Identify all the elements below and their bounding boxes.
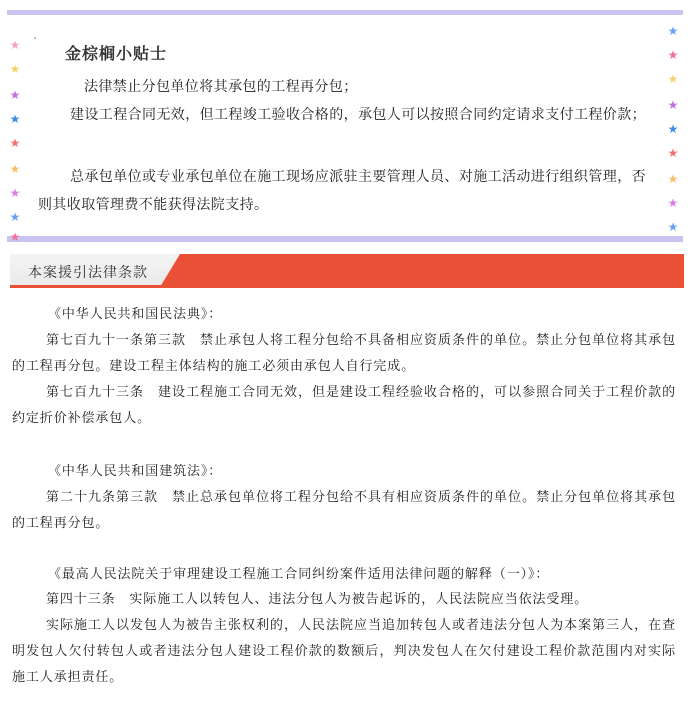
star-icon: ★ (667, 196, 679, 210)
star-icon: ★ (667, 98, 679, 112)
star-icon: ★ (667, 122, 679, 136)
section-header-underline (10, 285, 684, 288)
law-article: 实际施工人以发包人为被告主张权利的，人民法院应当追加转包人或者违法分包人为本案第三人，在查明发包人欠付转包人或者违法分包人建设工程价款的数额后，判决发包人在欠付建设工程价款范围内对实际施工人承担责任。 (12, 618, 676, 685)
tips-paragraph: 建设工程合同无效，但工程竣工验收合格的，承包人可以按照合同约定请求支付工程价款； (70, 107, 646, 123)
tips-box (7, 10, 683, 242)
star-border-right (667, 19, 681, 236)
star-icon: ★ (9, 162, 21, 176)
tips-title: 金棕榈小贴士 (65, 44, 168, 63)
star-icon: ★ (667, 24, 679, 38)
star-icon: ★ (9, 112, 21, 126)
law-article: 第七百九十三条 建设工程施工合同无效，但是建设工程经验收合格的，可以参照合同关于工程价款的约定折价补偿承包人。 (12, 385, 676, 426)
star-icon: ★ (9, 38, 21, 52)
star-icon: ★ (9, 62, 21, 76)
law-article: 第七百九十一条第三款 禁止承包人将工程分包给不具备相应资质条件的单位。禁止分包单位将其承包的工程再分包。建设工程主体结构的施工必须由承包人自行完成。 (12, 333, 676, 374)
tips-paragraph: 法律禁止分包单位将其承包的工程再分包； (84, 79, 358, 95)
law-article: 第二十九条第三款 禁止总承包单位将工程分包给不具有相应资质条件的单位。禁止分包单位将其承包的工程再分包。 (12, 490, 676, 531)
star-icon: ★ (9, 210, 21, 224)
law-source: 《最高人民法院关于审理建设工程施工合同纠纷案件适用法律问题的解释（一）》： (48, 567, 550, 582)
section-header-accent (160, 254, 684, 287)
tick-mark: ˋ (33, 37, 38, 48)
star-icon: ★ (667, 172, 679, 186)
star-icon: ★ (9, 88, 21, 102)
star-icon: ★ (667, 72, 679, 86)
star-icon: ★ (9, 186, 21, 200)
star-icon: ★ (9, 136, 21, 150)
law-source: 《中华人民共和国民法典》： (48, 307, 223, 322)
tips-paragraph: 总承包单位或专业承包单位在施工现场应派驻主要管理人员、对施工活动进行组织管理，否则其收取管理费不能获得法院支持。 (38, 169, 646, 213)
law-source: 《中华人民共和国建筑法》： (48, 464, 223, 479)
star-border-left (9, 19, 23, 244)
section-header (10, 254, 684, 289)
star-icon: ★ (9, 230, 21, 244)
star-icon: ★ (667, 48, 679, 62)
star-icon: ★ (667, 220, 679, 234)
section-title: 本案援引法律条款 (28, 265, 148, 281)
law-article: 第四十三条 实际施工人以转包人、违法分包人为被告起诉的，人民法院应当依法受理。 (46, 592, 589, 607)
star-icon: ★ (667, 146, 679, 160)
